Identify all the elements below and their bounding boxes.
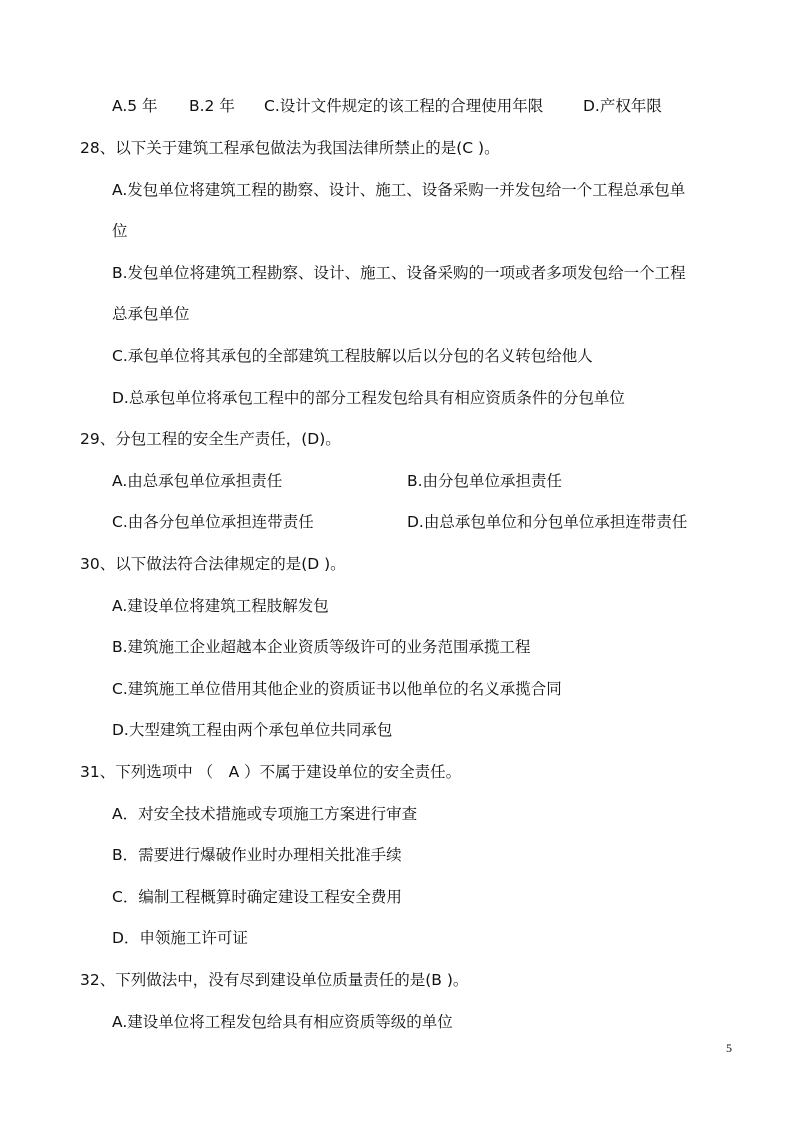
- option-c: C.设计文件规定的该工程的合理使用年限: [264, 97, 544, 115]
- question-30-option-a: A.建设单位将建筑工程肢解发包: [112, 597, 329, 615]
- question-28-stem: 28、以下关于建筑工程承包做法为我国法律所禁止的是(C )。: [80, 139, 500, 157]
- question-28-option-c: C.承包单位将其承包的全部建筑工程肢解以后以分包的名义转包给他人: [112, 347, 593, 365]
- option-d: D.产权年限: [583, 97, 662, 115]
- page-number: 5: [726, 1041, 732, 1055]
- question-32-option-a: A.建设单位将工程发包给具有相应资质等级的单位: [112, 1013, 453, 1031]
- question-31-option-b: B．需要进行爆破作业时办理相关批准手续: [112, 846, 402, 864]
- question-29-option-b: B.由分包单位承担责任: [407, 472, 563, 490]
- question-29-stem: 29、分包工程的安全生产责任，(D)。: [80, 430, 341, 448]
- question-28-option-b-line1: B.发包单位将建筑工程勘察、设计、施工、设备采购的一项或者多项发包给一个工程: [112, 264, 686, 282]
- question-30-option-d: D.大型建筑工程由两个承包单位共同承包: [112, 721, 393, 739]
- question-28-option-b-line2: 总承包单位: [112, 305, 190, 323]
- question-30-stem: 30、以下做法符合法律规定的是(D )。: [80, 555, 346, 573]
- question-31-option-a: A．对安全技术措施或专项施工方案进行审查: [112, 805, 418, 823]
- question-29-option-c: C.由各分包单位承担连带责任: [112, 513, 314, 531]
- question-28-option-a-line1: A.发包单位将建筑工程的勘察、设计、施工、设备采购一并发包给一个工程总承包单: [112, 181, 686, 199]
- question-32-stem: 32、下列做法中，没有尽到建设单位质量责任的是(B )。: [80, 971, 469, 989]
- question-30-option-c: C.建筑施工单位借用其他企业的资质证书以他单位的名义承揽合同: [112, 680, 562, 698]
- question-30-option-b: B.建筑施工企业超越本企业资质等级许可的业务范围承揽工程: [112, 638, 531, 656]
- question-31-option-c: C．编制工程概算时确定建设工程安全费用: [112, 888, 402, 906]
- question-28-option-d: D.总承包单位将承包工程中的部分工程发包给具有相应资质条件的分包单位: [112, 389, 625, 407]
- option-b: B.2 年: [189, 97, 235, 115]
- option-a: A.5 年: [112, 97, 158, 115]
- question-29-option-a: A.由总承包单位承担责任: [112, 472, 283, 490]
- question-31-option-d: D．申领施工许可证: [112, 929, 248, 947]
- question-29-option-d: D.由总承包单位和分包单位承担连带责任: [407, 513, 688, 531]
- question-31-stem: 31、下列选项中 （ A ）不属于建设单位的安全责任。: [80, 763, 462, 781]
- question-28-option-a-line2: 位: [112, 222, 128, 240]
